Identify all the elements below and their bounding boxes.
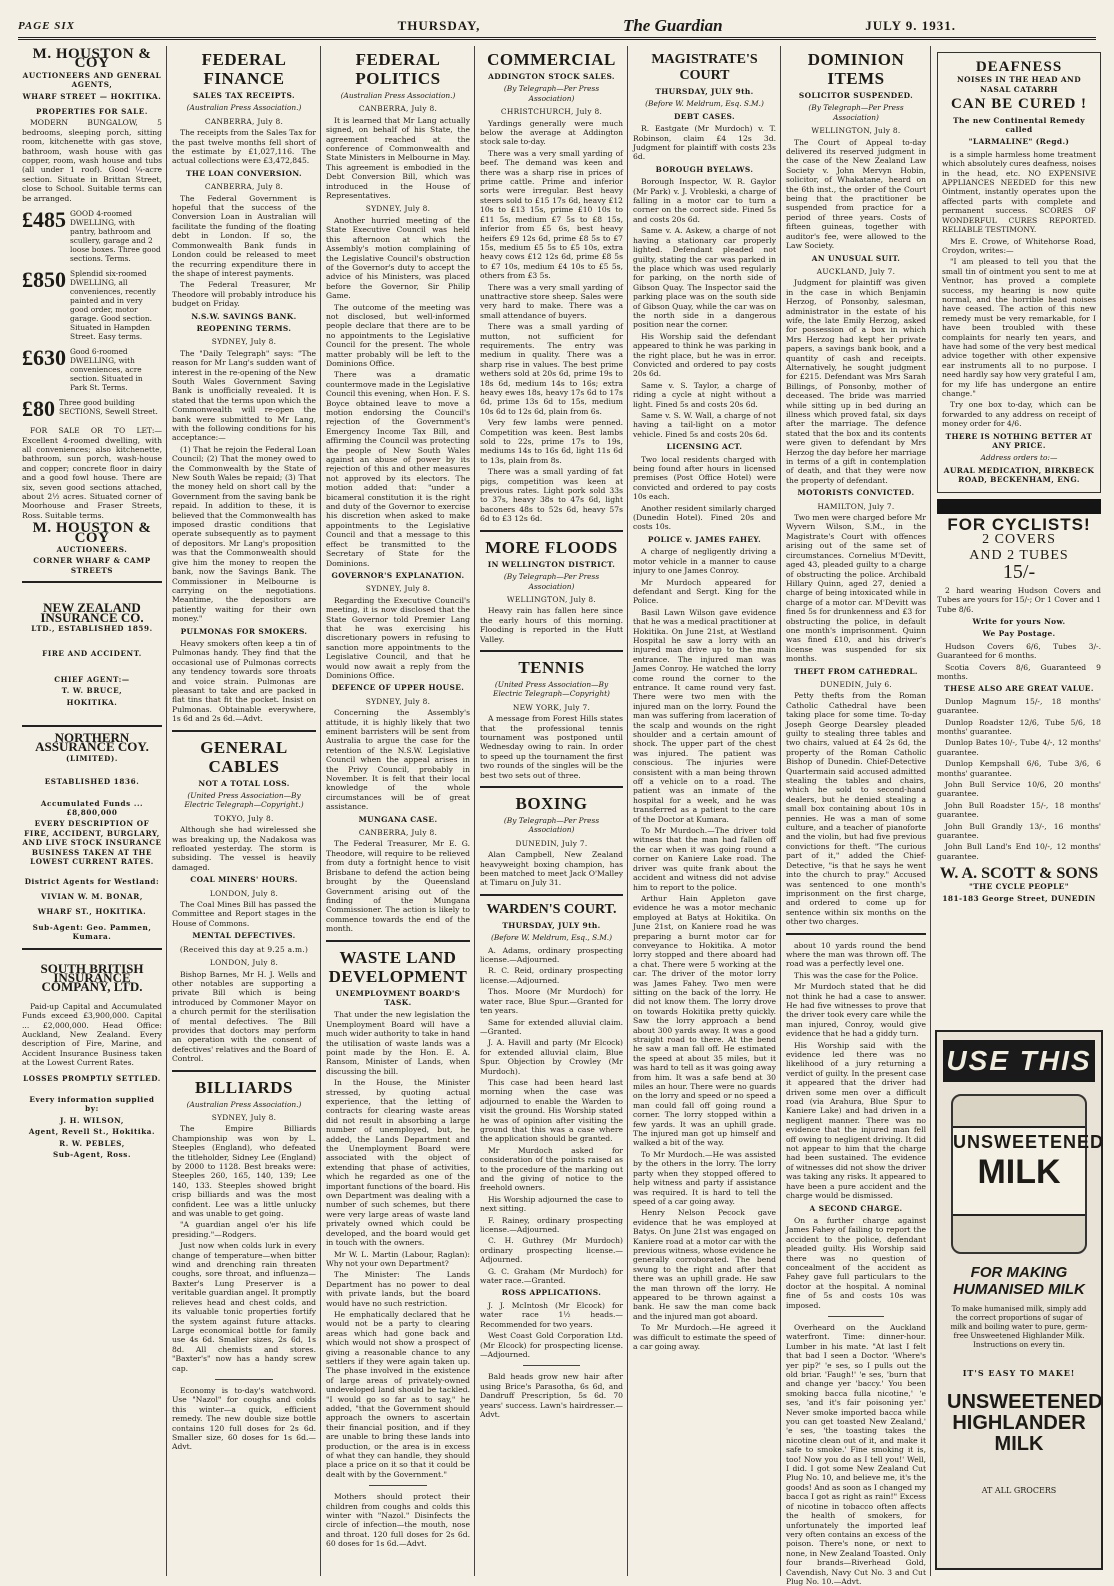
page-number: PAGE SIX (18, 19, 76, 32)
article-paragraph: Although she had wirelessed she was breaking up, the Nadakosa was refloated yesterday. The storm is subsiding. The vessel is heavily damaged. (172, 825, 316, 872)
advert-item: Hudson Covers 6/6, Tubes 3/-. Guaranteed for 6 months. (937, 641, 1101, 661)
advert-call-to-action: Write for yours Now. (972, 616, 1066, 626)
advert-firm-name: M. HOUSTON & COY (32, 520, 152, 546)
milk-tin-word: UNSWEETENED (953, 1132, 1105, 1152)
property-description: GOOD 4-roomed DWELLING, with pantry, bathroom and scullery, garage and 2 loose boxes. Three good sections. Terms. (70, 209, 161, 264)
article-paragraph: R. C. Reid, ordinary prospecting license.—Adjourned. (480, 966, 623, 985)
advertisement-paragraph: Bald heads grow new hair after using Brice's Parasotha, 6s 6d, and Dandruff Prescription, 5s 6d. 70 years' success. Lawn's hairdresser.—Advt. (480, 1372, 623, 1419)
dateline: WELLINGTON, July 8. (506, 594, 597, 604)
insurance-agent-label: CHIEF AGENT:— (54, 674, 130, 684)
headline: MORE FLOODS (485, 537, 618, 557)
dateline: HAMILTON, July 7. (817, 501, 895, 511)
article-paragraph: There was a small yarding of fat pigs, competition was keen at previous rates. Light pork sold 33s to 37s, heavy 38s to 47s 6d, light baconers 48s to 52s 6d, heavy 57s 6d to £3 12s 6d. (480, 467, 623, 524)
subheading: PULMONAS FOR SMOKERS. (180, 626, 308, 636)
dateline: DUNEDIN, July 6. (819, 679, 892, 689)
article-paragraph: Mr Murdoch appeared for defendant and Sergt. King for the Police. (633, 577, 776, 606)
subheading: POLICE v. JAMES FAHEY. (647, 534, 762, 544)
article-paragraph: Regarding the Executive Council's meeting, it is now disclosed that the State Governor told Premier Lang that he was exercising his discretionary powers in refusing to sanction more appointments to the Legislative Council, and that he would now await a reply from the Dominions Office. (326, 595, 470, 680)
subheading: ADDINGTON STOCK SALES. (488, 72, 615, 81)
article-paragraph: On a further charge against James Fahey of failing to report the accident to the police, defendant pleaded guilty. His Worship said there was no question of concealment of the accident as Fahey gave full particulars to the doctor at the hospital. A nominal fine of 5s and costs 10s was imposed. (786, 1215, 926, 1310)
article-paragraph: This case had been heard last morning when the case was adjourned to enable the Warden to visit the ground. His Worship stated he was of opinion after visiting the ground that this was a case where the application should be granted. (480, 1077, 623, 1144)
properties-heading: PROPERTIES FOR SALE. (36, 107, 148, 117)
insurance-losses: LOSSES PROMPTLY SETTLED. (23, 1073, 161, 1083)
article-paragraph: Basil Lawn Wilson gave evidence that he was a medical practitioner at Hokitika. On June 21st, at Westland Hospital he saw a lorry with an injured man drive up to the main entrance. The injured man was James Conroy. He watched the lorry come round the corner to the entrance. It came round very fast. There were two men with the injured man on the lorry. Found the man was suffering from laceration of the scalp and wounds on the right shoulder and a certain amount of shock. The upper part of the chest was injured. The patient was conscious. The injuries were consistent with a man being thrown off a vehicle on to a road. The patient was an inmate of the hospital for a week, and he was transferred as a patient to the care of the Doctor at Kumara. (633, 607, 776, 824)
column-commercial (476, 46, 627, 1576)
article-paragraph: The outcome of the meeting was not disclosed, but well-informed people declare that there are to be no appointments to the Legislative Council for the present. The whole matter probably will be left to the Dominions Office. (326, 302, 470, 368)
dateline: CANBERRA, July 8. (204, 116, 284, 126)
brand-word: MILK (994, 1433, 1044, 1455)
divider (786, 933, 926, 935)
advert-subtitle: NOISES IN THE HEAD AND NASAL CATARRH (956, 75, 1082, 94)
brand-word: UNSWEETENED (947, 1391, 1103, 1413)
divider (215, 1379, 273, 1380)
article-paragraph: West Coast Gold Corporation Ltd. (Mr Elcock) for prospecting license.—Adjourned. (480, 1331, 623, 1359)
article-paragraph: G. C. Graham (Mr Murdoch) for water race.—Granted. (480, 1266, 623, 1286)
dateline: WELLINGTON, July 8. (811, 126, 901, 136)
article-paragraph: Two local residents charged with being found after hours in licensed premises (Post Office Hotel) were convicted and ordered to pay costs 10s each. (633, 454, 776, 502)
insurance-agent-label: District Agents for Westland: (24, 876, 160, 886)
masthead (18, 14, 1096, 40)
article-paragraph: R. Eastgate (Mr Murdoch) v. T. Robinson, claim £4 12s 3d. Judgment for plaintiff with costs 23s 6d. (633, 124, 776, 162)
article-paragraph: There was a very small yarding of beef. The demand was keen and there was a sharp rise in prices of prime cattle. Prime and inferior sorts were irregular. Best heavy steers sold to £15 17s 6d, heavy £12 10s to £13 15s, prime £10 10s to £11 5s, medium £7 5s to £8 15s, inferior from £5 6s, best heavy heifers £9 12s 6d, prime £8 5s to £7 15s, medium £5 5s to £5 10s, extra heavy cows £12 12s 6d, prime £8 5s to £7 10s, medium £4 10s to £5 5s, others from £3 5s. (480, 148, 623, 281)
article-paragraph: To Mr Murdoch.—He agreed it was difficult to estimate the speed of a car going away. (633, 1323, 776, 1351)
advert-body: To make humanised milk, simply add the correct proportions of sugar of milk and boiling water to pure, germ-free Unsweetened Highlander Milk. Instructions on every tin. (950, 1304, 1088, 1349)
subheading: MUNGANA CASE. (358, 814, 438, 824)
article-paragraph: Judgment for plaintiff was given in the case in which Benjamin Herzog, of Ponsonby, salesman, administrator in the estate of his wife, the late Emily Herzog, asked for possession of a box in which Mrs Herzog had kept her private papers, a savings bank book, and a quantity of cash and receipts. Alternatively, he sought judgment for £215. Defendant was Mrs Sarah Billings, of Ponsonby, mother of deceased. The bride was married while sitting up in bed during an illness which proved fatal, six days after the marriage. The defence stated that the box and its contents were given to defendant by Mrs Herzog the day before her marriage in terms of a gift in contemplation of death, and that they were now the property of defendant. (786, 278, 926, 485)
subheading: UNEMPLOYMENT BOARD'S TASK. (335, 988, 461, 1007)
article-paragraph: Alan Campbell, New Zealand heavyweight boxing champion, has been matched to meet Jack O'Malley at Timaru on July 31. (480, 850, 623, 888)
divider (480, 530, 623, 532)
subheading: ROSS APPLICATIONS. (501, 1288, 602, 1298)
article-paragraph: His Worship said with the evidence led there was no likelihood of a jury returning a verdict of guilty. In the present case it appeared that the driver had driven some men over a difficult road (via Arahura, Blue Spur to Kaniere Lake) and had driven in a negligent manner. There was no evidence that the injured man fell off owing to negligent driving. It did not appear to him that the charge had been sustained. The evidence of witnesses did not show the driver was taking any risks. It appeared to have been a pure accident and the charge would be dismissed. (786, 1040, 926, 1201)
insurance-agent-town: HOKITIKA. (66, 697, 118, 707)
subheading: IN WELLINGTON DISTRICT. (487, 559, 616, 569)
news-source: (Australian Press Association.) (340, 91, 456, 100)
advert-item: John Bull Grandly 13/-, 16 months' guarantee. (937, 821, 1101, 841)
advert-item: Dunlop Bates 10/-, Tube 4/-, 12 months' guarantee. (937, 738, 1101, 757)
cyclists-advert (937, 515, 1101, 904)
column-rule (320, 46, 321, 1576)
dateline: SYDNEY, July 8. (365, 584, 431, 594)
divider (828, 1316, 884, 1317)
subheading: LICENSING ACT. (666, 442, 743, 452)
column-rule (930, 46, 931, 1576)
advert-firm-tagline: "THE CYCLE PEOPLE" (969, 881, 1069, 891)
property-description: Good 6-roomed DWELLING, with conveniences, acre section. Situated in Park St. Terms. (70, 347, 143, 393)
headline: MAGISTRATE'S COURT (651, 52, 758, 83)
article-paragraph: The Federal Treasurer, Mr E. G. Theodore, will require to be relieved from duty a fortnight hence to visit Brisbane to defend the action being brought by the Queensland Government arising out of the finding of the Mungana Commissioner. The action is likely to commence towards the end of the month. (326, 839, 470, 934)
article-paragraph: J. A. Havill and party (Mr Elcock) for extended alluvial claim, Blue Spur. Objection by Crowley (Mr Murdoch). (480, 1038, 623, 1076)
article-paragraph: In the House, the Minister stressed, by quoting actual experience, that the letting of contracts for clearing waste areas did not result in absorbing a large number of unemployed, but, he added, the Lands Department and the Unemployment Board were associated with the object of extending that phase of activities, which he regarded as one of the important functions of the board. His own Department was dealing with a number of such schemes, but there were very large areas of waste land privately owned which could be developed, and the board would get in touch with the owners. (326, 1078, 470, 1248)
article-paragraph: Same v. S. Taylor, a charge of riding a cycle at night without a light. Fined 5s and costs 20s 6d. (633, 380, 776, 409)
insurance-agent-address: Sub-Agent, Ross. (52, 1150, 132, 1160)
article-paragraph: Another resident similarly charged (Dunedin Hotel). Fined 20s and costs 10s. (633, 503, 776, 532)
insurance-company-name: NEW ZEALAND INSURANCE CO. (40, 600, 144, 625)
column-magistrates-court (629, 46, 780, 1576)
insurance-limited: (LIMITED). (65, 753, 119, 763)
dateline: SYDNEY, July 8. (365, 696, 431, 706)
subheading: THEFT FROM CATHEDRAL. (794, 666, 918, 676)
insurance-description: Paid-up Capital and Accumulated Funds exceed £3,900,000. Capital ... £2,000,000. Head Office: Auckland, New Zealand. Every description of Fire, Marine, and Accident Insurance Business taken at the Lowest Current Rates. (22, 1001, 162, 1068)
subheading: THURSDAY, JULY 9th. (502, 920, 601, 930)
headline: BILLIARDS (194, 1077, 294, 1097)
article-paragraph: Very few lambs were penned. Competition was keen. Best lambs sold to 22s, prime 17s to 19s, mediums 14s to 16s 6d, light 11s 6d to 13s, plain from 8s. (480, 418, 623, 465)
headline: GENERAL CABLES (200, 737, 288, 776)
subheading: NOT A TOTAL LOSS. (198, 778, 290, 788)
subheading: AN UNUSUAL SUIT. (811, 253, 901, 263)
subheading: THE LOAN CONVERSION. (185, 168, 303, 178)
testimonial-text: "I am pleased to tell you that the small tin of ointment you sent to me at Ventnor, has proved a complete success, my hearing is now quite normal, and the horrible head noises have ceased. The action of this new remedy must be very remarkable, for I have been troubled with these complaints for nearly ten years, and have had some of the very best medical advice together with other expensive ear instruments all to no purpose. I need hardly say how very grateful I am, for my life has undergone an entire change." (942, 257, 1096, 398)
decorative-band (937, 499, 1101, 514)
advert-offer: Try one box to-day, which can be forwarded to any address on receipt of money order for 4/6. (942, 400, 1096, 429)
subheading: SOLICITOR SUSPENDED. (798, 91, 914, 100)
article-paragraph: The "Daily Telegraph" says: "The reason for Mr Lang's sudden want of interest in the re-opening of the New South Wales Government Saving Bank is unofficially revealed. It is stated that the terms upon which the Commonwealth will re-open the bank were submitted to Mr Lang, with the following conditions for his acceptance:— (172, 348, 316, 443)
article-paragraph: To Mr Murdoch.—He was assisted by the others in the lorry. The lorry party when they stopped offered to help witness and party if assistance was required. It is hard to tell the speed of a car going away. (633, 1149, 776, 1206)
divider (523, 1365, 580, 1366)
article-paragraph: Same v. S. W. Wall, a charge of not having a tail-light on a motor vehicle. Fined 5s and costs 20s 6d. (633, 411, 776, 439)
article-paragraph: "A guardian angel o'er his life presiding."—Rodgers. (172, 1220, 316, 1239)
article-paragraph: The Court of Appeal to-day delivered its reserved judgment in the case of the New Zealand Law Society v. John Mervyn Hobin, solicitor, of Whakatane, heard on the 6th inst., the order of the Court being that the practitioner be suspended from practice for a period of three years. Costs of fifteen guineas, together with auditor's fee, were allowed to the Law Society. (786, 137, 926, 251)
advert-firm-trade: AUCTIONEERS AND GENERAL AGENTS, (22, 70, 162, 90)
property-description: Three good building SECTIONS, Sewell Street. (59, 398, 158, 417)
news-source: (United Press Association—By Electric Telegraph—Copyright) (493, 679, 610, 699)
subheading: N.S.W. SAVINGS BANK. (191, 311, 297, 321)
advert-item: Scotia Covers 8/6, Guaranteed 9 months. (937, 662, 1101, 681)
property-listing (22, 209, 162, 263)
divider (480, 894, 623, 896)
advert-item: Dunlop Roadster 12/6, Tube 5/6, 18 months' guarantee. (937, 717, 1101, 736)
advert-firm-address: 181-183 George Street, DUNEDIN (942, 894, 1096, 904)
column-rule (166, 46, 167, 1576)
article-paragraph: His Worship said the defendant appeared to think he was parking in the right place, but he was in error. Convicted and ordered to pay costs 20s 6d. (633, 331, 776, 379)
advertisement-paragraph: Mothers should protect their children from coughs and colds this winter with "Nazol." Disinfects the circle of infection—the mouth, nose and throat. 120 full doses for 2s 6d. 60 doses for 1s 6d.—Advt. (326, 1492, 470, 1549)
column-federal-politics (322, 46, 474, 1576)
advertisement-paragraph: Overheard on the Auckland waterfront. Time: dinner-hour. Lumber in his mate. "At last I felt that bad I seen a Doctor. 'Where's yer pip?' 'e ses, so I pulls out the old briar. 'Faugh!' 'e ses, 'burn that and change yer 'baccy.' You been smoking bacca fulla nicotine,' 'e ses, 'and it's fair poisoning yer.' Never smoke imported bacca while you can get toasted New Zealand,' 'e ses, 'the toasting takes the nicotine clean out of it, and make it safe to smoke.' Fine smoking it is, too! Now you do as I tell you!' Well, I did. I got some New Zealand Cut Plug No. 10, and believe me, it's the goods! And as soon as I changed my bacca I got as right as rain!" Excess of nicotine in tobacco often affects the health of smokers, for unfortunately the imported leaf very often contains an excess of the poison. There's none, or next to none, in New Zealand Toasted. Only four brands—Riverhead Gold, Cavendish, Navy Cut No. 3 and Cut Plug No. 10.—Advt. (786, 1322, 926, 1586)
subheading: GOVERNOR'S EXPLANATION. (331, 570, 465, 580)
divider (369, 1485, 427, 1486)
subheading: BOROUGH BYELAWS. (655, 164, 754, 174)
column-rule (780, 46, 781, 1576)
insurance-info: Every information supplied by: (29, 1095, 155, 1114)
headline: FEDERAL FINANCE (201, 50, 287, 88)
advert-tagline: IT'S EASY TO MAKE! (962, 1368, 1076, 1378)
headline: DOMINION ITEMS (807, 50, 905, 88)
advert-item: Dunlop Kempshall 6/6, Tube 3/6, 6 months' guarantee. (937, 759, 1101, 778)
advert-item: John Bull Roadster 15/-, 18 months' guarantee. (937, 800, 1101, 820)
insurance-agent-address: WHARF ST., HOKITIKA. (37, 907, 147, 917)
article-paragraph: A. Adams, ordinary prospecting license.—Adjourned. (480, 945, 623, 965)
dateline: CANBERRA, July 8. (358, 104, 438, 114)
property-price: £630 (22, 345, 66, 371)
article-paragraph: The Federal Treasurer, Mr Theodore will probably introduce his budget on Friday. (172, 280, 316, 309)
dateline: SYDNEY, July 8. (211, 337, 277, 347)
advertisement-paragraph: Economy is to-day's watchword. Use "Nazol" for coughs and colds this winter—a quick, efficient remedy. The new double size bottle contains 120 full doses for 2s 6d. Smaller size, 60 doses for 1s 6d.—Advt. (172, 1385, 316, 1452)
advert-banner: USE THIS (943, 1040, 1095, 1082)
headline: TENNIS (518, 657, 585, 677)
advert-item: John Bull Land's End 10/-, 12 months' guarantee. (937, 842, 1101, 861)
article-paragraph: Same for extended alluvial claim.—Granted. (480, 1017, 623, 1036)
advert-title: FOR CYCLISTS! (947, 515, 1091, 535)
subheading: DEFENCE OF UPPER HOUSE. (331, 683, 465, 693)
insurance-agent-name: T. W. BRUCE, (61, 686, 123, 696)
advert-body: is a simple harmless home treatment which absolutely cures deafness, noises in the head, etc. NO EXPENSIVE APPLIANCES NEEDED for this new Ointment, instantly operates upon the affected parts with complete and permanent success. SCORES OF WONDERFUL CURES REPORTED. RELIABLE TESTIMONY. (942, 149, 1096, 235)
column-right-adverts (933, 46, 1105, 1026)
advert-claim: THERE IS NOTHING BETTER AT ANY PRICE. (945, 431, 1093, 451)
property-price: £485 (22, 207, 66, 233)
headline: WARDEN'S COURT. (486, 901, 617, 917)
article-paragraph: Same v. A. Askew, a charge of not having a stationary car properly lighted. Defendant pleaded not guilty, stating the car was parked in the place which was used regularly for parking, on the north side of Gibson Quay. The Inspector said the parking place was on the south side of Gibson Quay, while the car was on the north side in a dangerous position near the corner. (633, 226, 776, 330)
divider (480, 786, 623, 788)
advert-price: 15/- (1002, 561, 1036, 584)
dateline: TOKYO, July 8. (214, 813, 274, 823)
property-price: £850 (22, 267, 66, 293)
advert-firm-address: WHARF STREET — HOKITIKA. (22, 91, 162, 101)
property-listing: FOR SALE OR TO LET:—Excellent 4-roomed dwelling, with all conveniences; also kitchenette, bathroom, sun porch, wash-house and copper; concrete floor in dairy and a good fowl house. There are six, seven good sections attached, about 2½ acres. Situated corner of Moorhouse and Fraser Streets, Ross. Suitable terms. (22, 426, 162, 520)
advert-body: 2 hard wearing Hudson Covers and Tubes are yours for 15/-; Or 1 Cover and 1 Tube 8/6. (937, 585, 1101, 614)
advert-subheading: THESE ALSO ARE GREAT VALUE. (944, 684, 1094, 694)
advert-item: Dunlop Magnum 15/-, 18 months' guarantee. (937, 696, 1101, 716)
column-federal-finance (168, 46, 320, 1576)
article-paragraph: Mr Murdoch asked for consideration of the points raised as to the procedure of the marking out and the giving of notice to the freehold owners. (480, 1145, 623, 1193)
advert-firm-name: W. A. SCOTT & SONS (939, 865, 1099, 883)
insurance-company-name: SOUTH BRITISH INSURANCE COMPANY, LTD. (40, 960, 144, 995)
dateline: CANBERRA, July 8. (204, 182, 284, 192)
article-paragraph: Just now when colds lurk in every change of temperature—when bitter wind and drenching rain threaten coughs, sore throat, and influenza—Baxter's Lung Preserver is a veritable guardian angel. It promptly relieves head and chest colds, and its valuable tonic properties fortify the system against future attacks. Large economical bottle for family use 4s 6d. Smaller sizes, 2s 6d, 1s 8d. All chemists and stores. "Baxter's" now has a handy screw cap. (172, 1241, 316, 1373)
masthead-day: THURSDAY, (397, 17, 481, 33)
advert-headline: FOR MAKING HUMANISED MILK (953, 1264, 1085, 1298)
article-paragraph: The Federal Government is hopeful that the success of the Conversion Loan in Australian will facilitate the funding of the floating debt in London. If so, the Commonwealth Bank funds in London could be released to meet the recurring expenditure there in the shape of interest payments. (172, 193, 316, 278)
news-source: (Australian Press Association.) (186, 103, 302, 113)
divider (22, 948, 162, 950)
article-paragraph: Borough Inspector, W. R. Gaylor (Mr Park) v. J. Vrobleski, a charge of falling in a motor car to turn a corner on the correct side. Fined 5s and costs 20s 6d. (633, 177, 776, 224)
brand-name (947, 1391, 1103, 1455)
advert-firm-address: CORNER WHARF & CAMP STREETS (33, 556, 151, 575)
advert-firm-trade: AUCTIONEERS. (56, 544, 128, 554)
divider (22, 725, 162, 727)
divider (172, 1070, 316, 1072)
article-paragraph: Heavy rain has fallen here since the early hours of this morning. Flooding is reported in the Hutt Valley. (480, 606, 623, 644)
product-name: "LARMALINE" (Regd.) (968, 137, 1070, 147)
article-paragraph: Mr Murdoch stated that he did not think he had a case to answer. He had five witnesses to prove that the driver took every care while the man injured, Conroy, would give evidence that he had a giddy turn. (786, 982, 926, 1039)
advert-item: John Bull Service 10/6, 20 months' guarantee. (937, 780, 1101, 799)
insurance-lines: FIRE AND ACCIDENT. (42, 649, 142, 659)
article-paragraph: A message from Forest Hills states that the professional tennis tournament was postponed until Wednesday owing to rain. In order to speed up the tournament the first two rounds of the singles will be the best two sets out of three. (480, 714, 623, 780)
dateline: NEW YORK, July 7. (512, 702, 591, 712)
column-advertisements (18, 46, 166, 1576)
advert-address: AURAL MEDICATION, BIRKBECK ROAD, BECKENHAM, ENG. (943, 465, 1095, 485)
article-paragraph: It is learned that Mr Lang actually signed, on behalf of his State, the agreement reached at the conference of Commonwealth and State Ministers in Melbourne in May. This agreement is embodied in the Debt Conversion Bill, which was introduced in the House of Representatives. (326, 115, 470, 201)
brand-word: HIGHLANDER (952, 1412, 1086, 1434)
column-rule (474, 46, 475, 1576)
article-paragraph: The Coal Mines Bill has passed the Committee and Report stages in the House of Commons. (172, 900, 316, 928)
article-paragraph: about 10 yards round the bend where the man was thrown off. The road was a perfectly level one. (786, 940, 926, 969)
subheading: REOPENING TERMS. (196, 323, 292, 333)
article-paragraph: The Minister: The Lands Department has no power to deal with private lands, but the board would have no such restriction. (326, 1270, 470, 1308)
dateline: SYDNEY, July 8. (211, 1112, 277, 1122)
article-paragraph: Two men were charged before Mr Wyvern Wilson, S.M., in the Magistrate's Court with offences arising out of the same set of circumstances. Cornelius M'Devitt, aged 43, pleaded guilty to a charge of obstructing the police. Archibald Hillary Quinn, aged 27, denied a charge of being intoxicated while in charge of a motor car. M'Devitt was fined 5s for drunkenness and £3 for obstructing the police, in default one month's imprisonment. Quinn was fined £10, and his driver's license was suspended for six months. (786, 513, 926, 664)
divider (326, 940, 470, 942)
property-listing (22, 269, 162, 341)
advert-firm-name: M. HOUSTON & COY (32, 46, 152, 72)
dateline: CHRISTCHURCH, July 8. (500, 107, 603, 117)
property-description: Splendid six-roomed DWELLING, all conveniences, recently painted and in very good order, motor garage. Good section. Situated in Hampden Street. Easy terms. (70, 269, 156, 342)
milk-tin-word: MILK (977, 1153, 1061, 1191)
deafness-advert (937, 52, 1101, 493)
article-paragraph: Bishop Barnes, Mr H. J. Wells and other notables are supporting a private Bill which is being introduced by Commoner Mayor on a church permit for the sterilisation of mental defectives. The Bill provides that doctors may perform an operation with the consent of defectives' relatives and the Board of Control. (172, 969, 316, 1064)
insurance-agent-name: J. H. WILSON, (60, 1115, 124, 1125)
article-paragraph: C. H. Guthrey (Mr Murdoch) ordinary prospecting license.—Adjourned. (480, 1236, 623, 1265)
advert-postage: We Pay Postage. (982, 629, 1056, 639)
insurance-agent-name: VIVIAN W. M. BONAR, (41, 891, 143, 901)
dateline: (Received this day at 9.25 a.m.) (179, 944, 309, 954)
subheading: SALES TAX RECEIPTS. (193, 91, 295, 100)
article-paragraph: Arthur Hain Appleton gave evidence he was a motor mechanic employed at Batys at Hokitika. On June 21st, on Kaniere road he was preparing a burnt motor car for conveyance to Hokitika. A motor lorry stopped and there aboard had a chat. There were 5 working at the car. The driver of the motor lorry was James Fahey. Two men were sitting on the back of the lorry. He did not know them. The lorry drove on towards Hokitika pretty quickly. Saw the lorry approach a bend about 300 yards away. It was a good straight road to there. At the bend he saw a man fall off. He estimated the speed at about 35 miles, but it was hard to tell as it was going away from him. It was a safe bend at 30 miles an hour. There were no guards on the lorry and speed or no speed a man could fall off going round a corner. The lorry stopped within a few yards. It was an uphill grade. The injured man got up himself and walked a bit of the way. (633, 893, 776, 1148)
subheading: THURSDAY, JULY 9th. (655, 87, 754, 96)
property-listing (22, 398, 162, 420)
article-paragraph: The receipts from the Sales Tax for the past twelve months fell short of the estimate by £1,027,116. The actual collections were £3,472,845. (172, 128, 316, 166)
advert-retailers: AT ALL GROCERS (981, 1486, 1057, 1495)
article-paragraph: Yardings generally were much below the average at Addington stock sale to-day. (480, 118, 623, 147)
milk-advert (935, 1030, 1103, 1570)
advert-title: DEAFNESS (975, 59, 1063, 75)
article-paragraph: J. J. McIntosh (Mr Elcock) for water race 1½ heads.—Recommended for two years. (480, 1300, 623, 1329)
divider (172, 730, 316, 732)
article-paragraph: Mr W. L. Martin (Labour, Raglan): Why not your own Department? (326, 1249, 470, 1268)
court-presiding: (Before W. Meldrum, Esq. S.M.) (645, 99, 764, 109)
property-price: £80 (22, 396, 55, 422)
newspaper-title: The Guardian (622, 15, 723, 35)
article-paragraph: Petty thefts from the Roman Catholic Cathedral have been taking place for some time. To-day Joseph George Dearsley pleaded guilty to stealing three tables and two chairs, valued at £4 2s 6d, the property of the Roman Catholic Bishop of Dunedin. Chief-Detective Quartermain said accused admitted stealing the tables and chairs, which he sold to second-hand dealers, but he denied stealing a small box containing about 10s in pennies. He was a man of some culture, and a teacher of pianoforte and the violin, but had five previous convictions for theft. "The curious part of it," added the Chief-Detective, "is that he says he went into the church to pray." Accused was sentenced to one month's imprisonment on the first charge, and ordered to come up for sentence within six months on the other two charges. (786, 691, 926, 927)
article-paragraph: His Worship adjourned the case to next sitting. (480, 1194, 623, 1214)
divider (22, 581, 162, 583)
article-paragraph: A charge of negligently driving a motor vehicle in a manner to cause injury to one James Conroy. (633, 547, 776, 576)
article-paragraph: There was a small yarding of mutton, not sufficient for requirements. The entry was medium in quality. There was a sharp rise in values. The best prime wethers sold at 20s 6d, prime 19s to 18s 6d, medium 14s to 16s; extra heavy ewes 18s, heavy 17s 6d to 17s 6d, prime 13s 6d to 15s, medium 10s 6d to 12s 6d, plain from 6s. (480, 322, 623, 416)
article-paragraph: (1) That he rejoin the Federal Loan Council; (2) That the money owed to the Commonwealth by the State of New South Wales be repaid; (3) That the money held on short call by the Government from the saving bank be repaid. In addition to these, it is believed that the Commonwealth has imposed drastic conditions that operate subsequently as to payment of depositors. Mr Lang's proposition was that the Commonwealth should give him the money to reopen the bank, now the Savings Bank. The Commissioner in Melbourne is carrying on the negotiations. Meantime, the depositors are patiently waiting for their own money." (172, 444, 316, 624)
insurance-funds: Accumulated Funds ... £8,800,000 (40, 798, 144, 818)
column-rule (627, 46, 628, 1576)
article-paragraph: That under the new legislation the Unemployment Board will have a much wider authority to take in hand the utilisation of waste lands was a point made by the Hon. E. A. Ransom, Minister of Lands, when discussing the bill. (326, 1010, 470, 1076)
insurance-agent-address: Agent, Revell St., Hokitika. (28, 1127, 156, 1137)
subheading: MENTAL DEFECTIVES. (192, 931, 296, 941)
milk-tin-illustration (951, 1094, 1105, 1254)
insurance-established: ESTABLISHED 1836. (44, 777, 140, 787)
dateline: DUNEDIN, July 7. (515, 838, 588, 848)
insurance-company-name: NORTHERN ASSURANCE COY. (35, 730, 149, 755)
testimonial-author: Mrs E. Crowe, of Whitehorse Road, Croydon, writes:— (942, 236, 1096, 255)
dateline: AUCKLAND, July 7. (816, 266, 896, 276)
article-paragraph: There was a very small yarding of unattractive store sheep. Sales were very hard to make. There was a small attendance of buyers. (480, 282, 623, 320)
dateline: CANBERRA, July 8. (358, 828, 438, 838)
advert-offer-tubes: AND 2 TUBES (969, 547, 1069, 563)
news-source: (By Telegraph—Per Press Association) (503, 572, 600, 591)
dateline: LONDON, July 8. (209, 958, 279, 968)
article-paragraph: To Mr Murdoch.—The driver told witness that the man had fallen off the car when it was going round a corner on Kaniere Lake road. The driver was quite frank about the accident and witness did not advise him to report to the police. (633, 826, 776, 892)
news-source: (By Telegraph—Per Press Association) (503, 84, 600, 103)
subheading: MOTORISTS CONVICTED. (797, 488, 915, 498)
news-source: (By Telegraph—Per Press Association) (503, 816, 600, 835)
insurance-sub-agent: Sub-Agent: Geo. Pammen, Kumara. (32, 922, 152, 942)
court-presiding: (Before W. Meldrum, Esq., S.M.) (490, 933, 613, 943)
property-listing (22, 347, 162, 392)
article-paragraph: Concerning the Assembly's attitude, it is highly likely that two eminent barristers will be sent from Australia to argue the case for the retention of the N.S.W. Legislative Council when the appeal arises in the Privy Council, probably in November. It is felt that their local knowledge of the whole circumstances will be of great assistance. (326, 708, 470, 812)
dateline: LONDON, July 8. (209, 888, 279, 898)
headline: WASTE LAND DEVELOPMENT (328, 947, 468, 986)
article-paragraph: Henry Nelson Pecock gave evidence that he was employed at Batys. On June 21st was engaged on Kaniere road at a motor car with the previous witness, whose evidence he generally corroborated. The bend swung to the right and after that there was an uphill grade. He saw the man thrown off the lorry. He appeared to be thrown against a bank. He saw the man come back and the injured man got aboard. (633, 1208, 776, 1321)
article-paragraph: This was the case for the Police. (794, 970, 919, 980)
insurance-agent-name: R. W. PEBLES, (59, 1138, 125, 1148)
divider (480, 650, 623, 652)
insurance-established: LTD., ESTABLISHED 1859. (31, 624, 153, 633)
subheading: COAL MINERS' HOURS. (190, 875, 298, 885)
subheading: A SECOND CHARGE. (809, 1203, 903, 1213)
column-dominion-items (782, 46, 930, 1586)
milk-tin-label (953, 1126, 1105, 1216)
advert-intro: The new Continental Remedy called (953, 115, 1085, 135)
headline: BOXING (515, 794, 588, 813)
property-listing: MODERN BUNGALOW, 5 bedrooms, sleeping porch, sitting room, kitchenette with gas stove, bathroom, wash house with gas copper, room, wash house and tubs (all under 1 roof). Good ¼-acre section. Situate in Brittan Street, close to School. Suitable terms can be arranged. (22, 118, 162, 203)
insurance-description: EVERY DESCRIPTION OF FIRE, ACCIDENT, BURGLARY, AND LIVE STOCK INSURANCE BUSINESS TAKEN AT THE LOWEST CURRENT RATES. (22, 819, 162, 867)
article-paragraph: He emphatically declared that he would not be a party to clearing areas which had gone back and which would not show a prospect of giving a reasonable chance to any settlers if they were again taken up. The phase involved in the existence of large areas of privately-owned undeveloped land should be tackled. "I would go so far as to say," he added, "that the Government should approach the owners to ascertain their financial position, and if they are unable to bring these lands into production, or the area is in excess of what they can handle, they should place a price on it so that it could be dealt with by the Government." (326, 1309, 470, 1479)
article-paragraph: F. Rainey, ordinary prospecting license.—Adjourned. (480, 1215, 623, 1235)
news-source: (By Telegraph—Per Press Association) (808, 103, 904, 122)
article-paragraph: Another hurried meeting of the State Executive Council was held this afternoon at which the Assembly's motion complaining of the Legislative Council's obstruction of the Governor's duty to accept the advice of his Ministers, was placed before the Governor, Sir Philip Game. (326, 215, 470, 301)
address-label: Address orders to:— (980, 453, 1058, 463)
advert-offer-covers: 2 COVERS (982, 532, 1056, 548)
article-paragraph: Thos. Moore (Mr Murdoch) for water race, Blue Spur.—Granted for ten years. (480, 987, 623, 1016)
masthead-date: JULY 9. 1931. (865, 17, 956, 33)
news-source: (United Press Association—By Electric Telegraph—Copyright.) (184, 791, 304, 810)
headline: FEDERAL POLITICS (355, 50, 441, 88)
subheading: DEBT CASES. (674, 111, 735, 121)
advert-headline: CAN BE CURED ! (950, 96, 1088, 113)
news-source: (Australian Press Association.) (186, 1099, 302, 1109)
dateline: SYDNEY, July 8. (365, 204, 431, 214)
article-paragraph: Heavy smokers often keep a tin of Pulmonas handy. They find that the occasional use of Pulmonas corrects any tendency towards sore throats and voice strain. Pulmonas are pleasant to take and are packed in flat tins that fit the pocket. Insist on Pulmonas. Obtainable everywhere, 1s 6d and 2s 6d.—Advt. (172, 638, 316, 724)
article-paragraph: The Empire Billiards Championship was won by L. Steeples (England), who defeated the titleholder, Sidney Lee (England) by 2000 to 1128. Best breaks were: Steeples 260, 165, 140, 139; Lee 140, 133. Steeples showed bright crisp billiards and was the most confident. Lee was a little unlucky and was unable to get going. (172, 1124, 316, 1219)
headline: COMMERCIAL (487, 50, 616, 69)
article-paragraph: There was a dramatic countermove made in the Legislative Council this evening, when Hon. F. S. Boyce obtained leave to move a motion endorsing the Council's rejection of the Government's Emergency Income Tax Bill, and affirming the Council was protecting the people of New South Wales against an abuse of power by its rejection of this and other measures not approved by its electors. The motion added that: "under a bicameral constitution it is the right and duty of the Governor to exercise his discretion when asked to make appointments to the Legislative Council and that a message to this effect be transmitted to the Secretary of State for the Dominions. (326, 370, 470, 568)
